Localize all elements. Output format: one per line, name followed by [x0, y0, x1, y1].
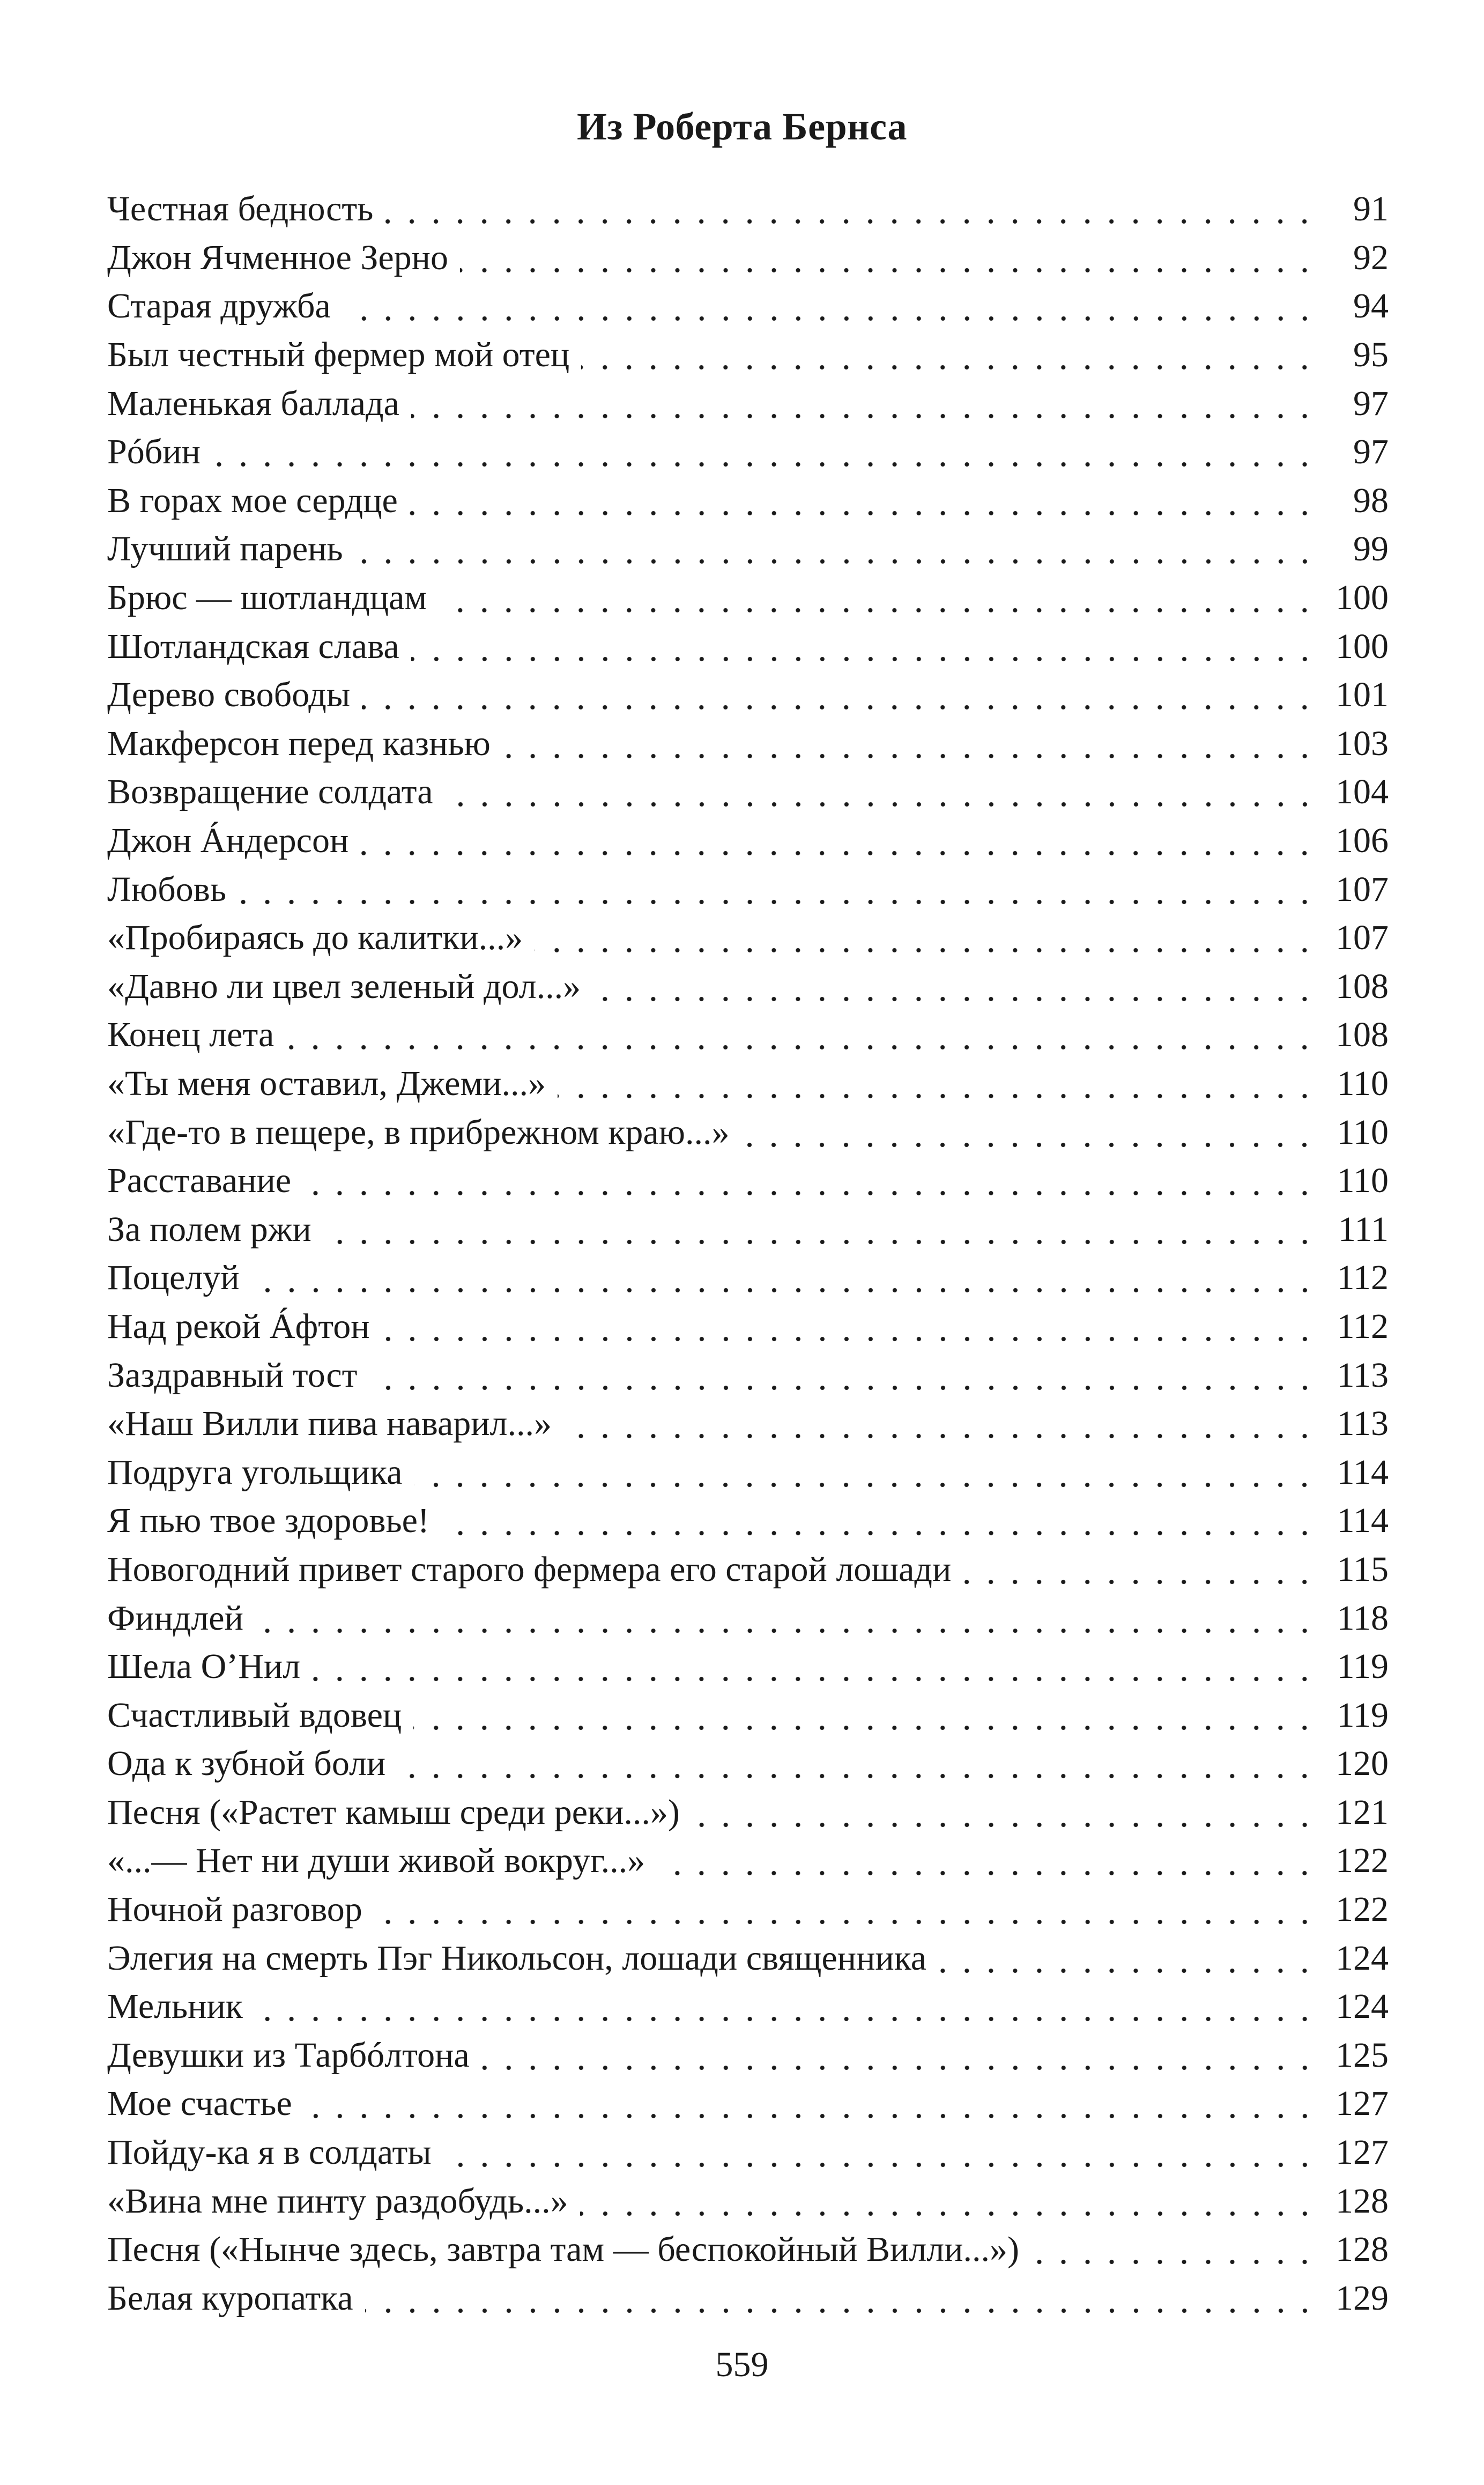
toc-entry-page: 124 [1335, 1987, 1389, 2027]
toc-entry-page: 125 [1335, 2035, 1389, 2075]
toc-entry [107, 1643, 1389, 1691]
toc-entry-title: «Пробираясь до калитки...» [107, 918, 523, 958]
toc-entry-page: 129 [1335, 2278, 1389, 2318]
dot-leader [397, 1740, 1317, 1788]
toc-entry [107, 1497, 1389, 1545]
toc-entry-title: Маленькая баллада [107, 383, 399, 423]
toc-entry-page: 107 [1335, 869, 1389, 909]
toc-entry [107, 963, 1389, 1011]
toc-entry [107, 2225, 1389, 2274]
dot-leader [445, 768, 1317, 816]
toc-entry [107, 1740, 1389, 1788]
toc-entry [107, 768, 1389, 817]
toc-entry-page: 103 [1335, 723, 1389, 763]
toc-entry [107, 1983, 1389, 2031]
toc-entry-page: 101 [1335, 675, 1389, 715]
toc-entry-title: «Вина мне пинту раздобудь...» [107, 2181, 568, 2221]
toc-entry-title: Я пью твое здоровье! [107, 1501, 429, 1541]
dot-leader [481, 2031, 1317, 2080]
dot-leader [374, 1885, 1317, 1934]
dot-leader [411, 380, 1317, 428]
toc-entry-page: 114 [1337, 1501, 1389, 1541]
dot-leader [303, 1157, 1317, 1205]
dot-leader [413, 1691, 1317, 1740]
toc-entry-page: 94 [1353, 286, 1389, 326]
dot-leader [312, 1643, 1317, 1691]
toc-entry [107, 234, 1389, 283]
toc-entry [107, 1448, 1389, 1497]
toc-entry-title: Заздравный тост [107, 1355, 358, 1395]
dot-leader [692, 1788, 1317, 1837]
toc-entry-title: Расставание [107, 1161, 292, 1201]
toc-entry [107, 331, 1389, 380]
toc-entry [107, 1108, 1389, 1157]
toc-entry-page: 104 [1335, 772, 1389, 812]
toc-entry [107, 1351, 1389, 1400]
dot-leader [414, 1448, 1317, 1497]
toc-entry-page: 122 [1335, 1841, 1389, 1881]
toc-entry-title: Брюс — шотландцам [107, 578, 427, 618]
toc-entry [107, 914, 1389, 963]
toc-entry-page: 110 [1337, 1161, 1389, 1201]
toc-entry-page: 112 [1337, 1306, 1389, 1346]
toc-entry-title: «Ты меня оставил, Джеми...» [107, 1063, 546, 1103]
dot-leader [460, 234, 1317, 282]
toc-entry-page: 119 [1337, 1695, 1389, 1735]
dot-leader [369, 1351, 1317, 1400]
dot-leader [502, 720, 1317, 768]
dot-leader [441, 1497, 1317, 1545]
toc-entry-title: «Где-то в пещере, в прибрежном краю...» [107, 1112, 730, 1152]
toc-entry-title: Ода к зубной боли [107, 1744, 386, 1784]
toc-entry [107, 1885, 1389, 1934]
toc-entry-title: Подруга угольщика [107, 1452, 403, 1492]
toc-entry-page: 121 [1335, 1792, 1389, 1832]
toc-entry-page: 113 [1337, 1404, 1389, 1444]
toc-entry-title: Над рекой Áфтон [107, 1306, 370, 1346]
toc-entry-page: 100 [1335, 578, 1389, 618]
toc-entry-title: Макферсон перед казнью [107, 723, 491, 763]
toc-entry-title: Песня («Растет камыш среди реки...») [107, 1792, 680, 1832]
toc-entry-title: За полем ржи [107, 1209, 311, 1249]
dot-leader [963, 1545, 1317, 1594]
toc-entry [107, 185, 1389, 234]
toc-entry-title: Песня («Нынче здесь, завтра там — беспокойный Вилли...») [107, 2230, 1019, 2269]
toc-entry [107, 525, 1389, 574]
toc-entry-title: Белая куропатка [107, 2278, 353, 2318]
dot-leader [238, 866, 1317, 914]
toc-entry [107, 428, 1389, 477]
toc-entry-page: 127 [1335, 2084, 1389, 2124]
page-number: 559 [715, 2345, 769, 2384]
toc-entry-title: Возвращение солдата [107, 772, 433, 812]
toc-entry-title: Шотландская слава [107, 626, 399, 666]
toc-entry-page: 124 [1335, 1938, 1389, 1978]
toc-entry-page: 118 [1337, 1598, 1389, 1638]
toc-entry-page: 112 [1337, 1258, 1389, 1298]
toc-entry-title: «Наш Вилли пива наварил...» [107, 1404, 552, 1444]
toc-entry-title: «...— Нет ни души живой вокруг...» [107, 1841, 645, 1881]
toc-entry-page: 110 [1337, 1063, 1389, 1103]
dot-leader [558, 1060, 1317, 1108]
toc-entry-title: Дерево свободы [107, 675, 351, 715]
toc-entry-page: 107 [1335, 918, 1389, 958]
toc-entry [107, 574, 1389, 623]
dot-leader [362, 671, 1317, 719]
toc-entry-title: Ночной разговор [107, 1890, 362, 1929]
dot-leader [255, 1983, 1317, 2031]
toc-entry-title: Мельник [107, 1987, 243, 2027]
toc-entry-title: Девушки из Тарбóлтона [107, 2035, 470, 2075]
toc-entry [107, 282, 1389, 331]
toc-entry [107, 1157, 1389, 1205]
toc-entry [107, 2128, 1389, 2177]
toc-entry-page: 99 [1353, 529, 1389, 569]
toc-entry-title: Честная бедность [107, 189, 374, 229]
toc-entry [107, 817, 1389, 866]
toc-entry-page: 127 [1335, 2133, 1389, 2172]
toc-entry-page: 128 [1335, 2181, 1389, 2221]
toc-entry-title: Был честный фермер мой отец [107, 335, 570, 375]
dot-leader [1031, 2225, 1317, 2274]
toc-entry-title: Джон Áндерсон [107, 821, 349, 861]
toc-entry [107, 622, 1389, 671]
dot-leader [343, 282, 1317, 330]
dot-leader [741, 1108, 1317, 1157]
toc-entry-page: 113 [1337, 1355, 1389, 1395]
toc-entry-page: 114 [1337, 1452, 1389, 1492]
dot-leader [443, 2128, 1317, 2177]
toc-entry-title: Пойду-ка я в солдаты [107, 2133, 432, 2172]
toc-entry-title: Новогодний привет старого фермера его старой лошади [107, 1549, 952, 1589]
dot-leader [286, 1011, 1317, 1059]
dot-leader [212, 428, 1317, 476]
toc-entry-page: 100 [1335, 626, 1389, 666]
toc-entry [107, 379, 1389, 428]
toc-entry [107, 1011, 1389, 1060]
toc-entry-page: 122 [1335, 1890, 1389, 1929]
toc-entry [107, 1788, 1389, 1837]
dot-leader [365, 2274, 1317, 2323]
section-heading: Из Роберта Бернса [577, 105, 907, 148]
toc-entry-title: Конец лета [107, 1015, 274, 1055]
toc-entry [107, 865, 1389, 914]
toc-entry-title: Финдлей [107, 1598, 243, 1638]
dot-leader [255, 1594, 1317, 1643]
dot-leader [938, 1934, 1317, 1983]
toc-entry-page: 119 [1337, 1647, 1389, 1687]
toc-entry [107, 2177, 1389, 2225]
toc-entry-page: 91 [1353, 189, 1389, 229]
dot-leader [382, 1303, 1317, 1351]
dot-leader [535, 914, 1317, 962]
dot-leader [581, 331, 1317, 379]
toc-entry-page: 128 [1335, 2230, 1389, 2269]
toc-entry-page: 108 [1335, 966, 1389, 1006]
table-of-contents [107, 185, 1389, 2323]
toc-entry-title: Любовь [107, 869, 226, 909]
toc-entry-page: 97 [1353, 432, 1389, 472]
toc-entry-page: 115 [1337, 1549, 1389, 1589]
toc-entry-page: 97 [1353, 383, 1389, 423]
toc-entry [107, 1060, 1389, 1108]
dot-leader [304, 2080, 1317, 2128]
toc-entry-title: Рóбин [107, 432, 201, 472]
toc-entry-title: Поцелуй [107, 1258, 240, 1298]
toc-entry-title: Счастливый вдовец [107, 1695, 402, 1735]
toc-entry-page: 95 [1353, 335, 1389, 375]
toc-entry-title: Шела О’Нил [107, 1647, 301, 1687]
dot-leader [657, 1837, 1317, 1885]
toc-entry [107, 2274, 1389, 2323]
toc-entry [107, 720, 1389, 768]
toc-entry-page: 108 [1335, 1015, 1389, 1055]
toc-entry-title: Элегия на смерть Пэг Никольсон, лошади священника [107, 1938, 927, 1978]
toc-entry [107, 1400, 1389, 1448]
toc-entry-title: Мое счастье [107, 2084, 292, 2124]
toc-entry [107, 1594, 1389, 1643]
toc-entry-page: 120 [1335, 1744, 1389, 1784]
toc-entry-title: В горах мое сердце [107, 480, 398, 520]
toc-entry [107, 1691, 1389, 1740]
toc-entry-page: 92 [1353, 238, 1389, 277]
dot-leader [385, 185, 1317, 233]
toc-entry [107, 1303, 1389, 1351]
toc-entry [107, 1837, 1389, 1885]
dot-leader [592, 963, 1317, 1011]
dot-leader [411, 623, 1317, 671]
toc-entry-page: 110 [1337, 1112, 1389, 1152]
toc-entry [107, 671, 1389, 720]
toc-entry [107, 1545, 1389, 1594]
dot-leader [439, 574, 1317, 622]
dot-leader [360, 817, 1317, 865]
dot-leader [410, 477, 1317, 525]
dot-leader [563, 1400, 1317, 1448]
toc-entry-page: 98 [1353, 480, 1389, 520]
toc-entry-title: Старая дружба [107, 286, 331, 326]
toc-entry-title: Лучший парень [107, 529, 343, 569]
toc-entry-page: 111 [1338, 1209, 1389, 1249]
dot-leader [323, 1205, 1317, 1254]
toc-entry [107, 1205, 1389, 1254]
toc-entry [107, 2031, 1389, 2080]
toc-entry [107, 1934, 1389, 1983]
toc-entry-title: «Давно ли цвел зеленый дол...» [107, 966, 581, 1006]
dot-leader [580, 2177, 1317, 2225]
toc-entry [107, 1254, 1389, 1303]
dot-leader [251, 1254, 1317, 1302]
toc-entry [107, 2080, 1389, 2128]
toc-entry-page: 106 [1335, 821, 1389, 861]
dot-leader [355, 525, 1317, 573]
toc-entry-title: Джон Ячменное Зерно [107, 238, 448, 277]
toc-entry [107, 477, 1389, 526]
